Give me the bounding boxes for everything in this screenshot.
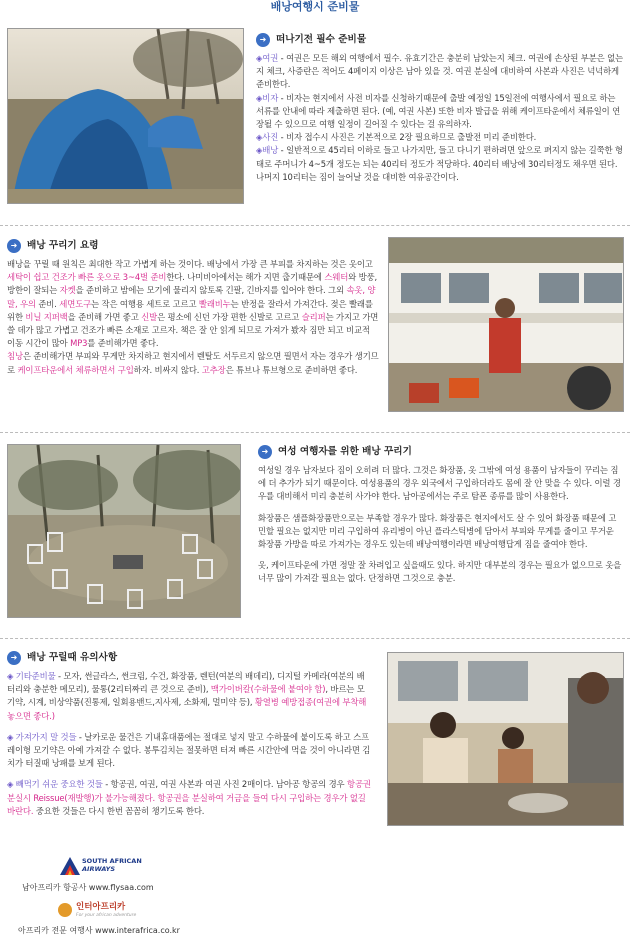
body-text: - 날카로운 물건은 기내휴대품에는 절대로 넣지 말고 수하물에 붙이도록 하고 스프레이형 모기약은 아예 가져갈 수 없다. 봉투김치는 절못하면 터져 빠른 시간안에 먹을 것이 아니라면 김치가 터질때 낭패를 보게 된다. [7,731,371,769]
highlight-text: 빨래비누 [198,298,231,309]
campsite-chairs-photo [7,444,241,618]
body-text: - 모자, 썬글라스, 썬크림, 수건, 화장품, 렌턴(여분의 배데리), 디지털 카메라(여분의 배터리와 충분한 메모리), 물통(2리터짜리 큰 것으로 준비), [7,671,365,695]
interafrica-emblem-icon [58,903,72,917]
body-text: 은 튜브나 튜브형으로 준비하면 좋다. [225,364,358,375]
interafrica-logo [58,902,168,924]
section-precautions [7,650,372,818]
body-text: 을 준비해 가면 좋고 [67,311,142,322]
body-text: 는 가지고 가면 쓸 데가 많고 가볍고 건조가 빠른 소재로 고르자. 책은 잘 안 읽게 되므로 가져가 봤자 짐만 되고 비교적 이동 시간이 많아 [7,311,379,349]
interafrica-tagline: For your african adventure [76,913,137,918]
women-paragraph-1 [258,464,624,504]
interafrica-caption: 아프리카 전문 여행사 www.interafrica.co.kr [18,926,180,935]
divider [0,432,630,433]
saa-logo-text: SOUTH AFRICAN AIRWAYS [82,857,142,873]
interafrica-logo-text: 인터아프리카 [76,902,126,912]
body-text: 는 반정을 잘라서 가져간다. 젖은 빨래를 위한 [7,298,373,322]
highlight-text: 고추장 [201,364,226,375]
body-text: 은 평소에 신던 가장 편한 신발로 고르고 [157,311,302,322]
divider [0,638,630,639]
arrow-right-icon: ➜ [258,445,272,459]
item-label: ◈비자 [256,92,279,103]
body-text: - 항공권, 여권, 여권 사본과 여권 사진 2매이다. 남아공 항공의 경우 [102,779,347,790]
women-paragraph-2 [258,512,624,552]
body-text: - 일반적으로 45리터 이하로 들고 나가지만, 들고 다니기 편하려면 앞으로 펴지지 않는 길쭉한 형태로 주머니가 4~5개 정도는 되는 40리터 정도가 적당하다. 40리터 배낭에 30리터정도 채우면 된다. 나머지 10리터는 짐이 늘어날 것을 대비한 여유공간이다. [256,145,623,182]
highlight-text: 비닐 지퍼백 [25,311,68,322]
body-text: - 비자는 현지에서 사전 비자를 신청하기때문에 출발 예정일 15일전에 여행사에서 필요로 하는 서류를 안내에 따라 제출하면 된다. (예, 여권 사본) 또한 비자 발급을 위해 케이프타운에서 체류일이 연장될 수 있으므로 여행 일정이 길어질 수 있다는 걸 유의하자. [256,92,621,130]
cooking-photo [387,652,624,826]
highlight-text: 세면도구 [59,298,92,309]
highlight-text: 자켓 [59,285,76,296]
passport-paragraph [256,52,624,92]
item-label: ◈사진 [256,132,279,143]
divider [0,225,630,226]
saa-tail-icon [58,855,82,877]
item-label: ◈배낭 [256,145,279,156]
arrow-right-icon: ➜ [7,239,21,253]
section-title: 여성 여행자를 위한 배낭 꾸리기 [278,446,412,458]
body-text: 중요한 것들은 다시 한번 꼼꼼히 챙기도록 한다. [33,805,205,816]
body-text: 한다. 나미비아에서는 해가 지면 춥기때문에 [166,272,325,283]
body-text: 은 준비해가면 부피와 무게만 차지하고 현지에서 렌탈도 서두르지 않으면 필면서 자는 경우가 생기므로 [7,351,379,375]
body-text: 여성일 경우 남자보다 짐이 오히려 더 많다. 그것은 화장품, 옷 그밖에 여성 용품이 남자들이 꾸리는 짐에 더 추가가 되기 때문이다. 여성용품의 경우 외국에서 구입하더라도 몸에 잘 안 맞을 수 있다. 이럴 경우를 대비해서 미리 충분히 사가야 한다. 남아공에서는 주로 탐폰 종류를 많이 사용한다. [258,465,621,502]
section-title: 떠나기전 필수 준비물 [276,34,367,46]
packing-paragraph [7,258,379,350]
saa-logo [58,855,168,879]
item-label: ◈ 기타준비물 [7,671,56,681]
body-text: 배낭을 꾸릴 때 원칙은 최대한 작고 가볍게 하는 것이다. 배낭에서 가장 큰 부피를 차지하는 것은 옷이고 [7,259,373,269]
highlight-text: 항공권 분실시 Reissue(재발행)가 불가능해졌다. 항공권을 분실하여 거금을 들여 다시 구입하는 경우가 없길 바란다. [7,779,371,816]
body-text: 하자. 비싸지 않다. [133,364,202,375]
section-essentials [256,32,624,184]
item-label: ◈ 가져가지 말 것들 [7,731,77,742]
truck-photo [388,237,624,412]
body-text: 와 방풍, 방한이 잘되는 [7,272,378,296]
highlight-text: 황열병 예방접종(여권에 부착해 놓으면 좋다.) [7,697,367,721]
women-paragraph-3 [258,559,624,585]
section-women [258,444,624,586]
highlight-text: 신발 [141,311,158,322]
sleeping-bag-paragraph [7,350,379,376]
other-items-paragraph [7,670,372,723]
highlight-text: 침낭 [7,351,23,362]
highlight-text: 속옷, 양말, 우의 [7,285,376,309]
body-text: 준비. [35,298,60,309]
item-label: ◈ 빼먹기 쉬운 중요한 것들 [7,779,103,790]
arrow-right-icon: ➜ [7,651,21,665]
highlight-text: 맥가이버칼(수하물에 붙여야 함) [210,684,326,695]
body-text: 옷, 케이프타운에 가면 정말 잘 차려입고 싶을때도 있다. 하지만 대부분의 경우는 필요가 없으므로 옷을 너무 많이 가져갈 필요는 없다. 단정하면 그것으로 충분. [258,560,622,584]
important-items-paragraph [7,778,372,818]
highlight-text: 슬리퍼 [301,311,326,322]
body-text: - 비자 접수시 사진은 기본적으로 2장 필요하므로 출발전 미리 준비한다. [278,132,537,143]
highlight-text: 스웨터 [324,272,349,283]
saa-caption: 남아프리카 항공사 www.flysaa.com [22,883,154,892]
section-title: 배낭 꾸릴때 유의사항 [27,652,118,664]
section-title: 배낭 꾸리기 요령 [27,240,99,252]
section-packing-tips [7,238,379,377]
arrow-right-icon: ➜ [256,33,270,47]
page-title: 배낭여행시 준비물 [270,0,360,13]
highlight-text: 세탁이 쉽고 건조가 빠른 옷으로 3~4벌 준비 [7,272,167,283]
item-label: ◈여권 [256,53,279,63]
photo-paragraph [256,131,624,144]
tent-photo [7,28,244,204]
do-not-bring-paragraph [7,731,372,771]
body-text: - 여권은 모든 해외 여행에서 필수. 유효기간은 충분히 남았는지 체크. 여권에 손상된 부분은 없는지 체크, 사증란은 적어도 4페이지 이상은 남아 있을 것. 여권 분실에 대비하여 사본과 사진은 넉넉하게 준비한다. [256,53,623,90]
visa-paragraph [256,92,624,132]
body-text: 화장품은 샘플화장품만으로는 부족할 경우가 많다. 화장품은 현지에서도 살 수 있어 화장품 때문에 고민할 필요는 없지만 미리 구입하여 유리병이 아닌 플라스틱병에 담아서 부피와 무게를 줄이고 무거운 화장품 가방을 따로 가져가는 경우도 있는데 배낭여행이라면 배낭여행답게 짐을 줄여야 한다. [258,512,617,550]
highlight-text: MP3 [70,338,88,349]
body-text: 를 준비해가면 좋다. [87,338,159,349]
highlight-text: 케이프타운에서 체류하면서 구입 [17,364,134,375]
body-text: 을 준비하고 밤에는 모기에 물리지 않토록 긴팔, 긴바지를 입어야 한다. 그외 [75,285,347,296]
body-text: 는 작은 여행용 세트로 고르고 [91,298,199,309]
backpack-paragraph [256,144,624,184]
body-text: , 바르는 모기약, 시계, 비상약품(진통제, 일회용밴드,지사제, 소화제, 멀미약 등), [7,684,365,708]
